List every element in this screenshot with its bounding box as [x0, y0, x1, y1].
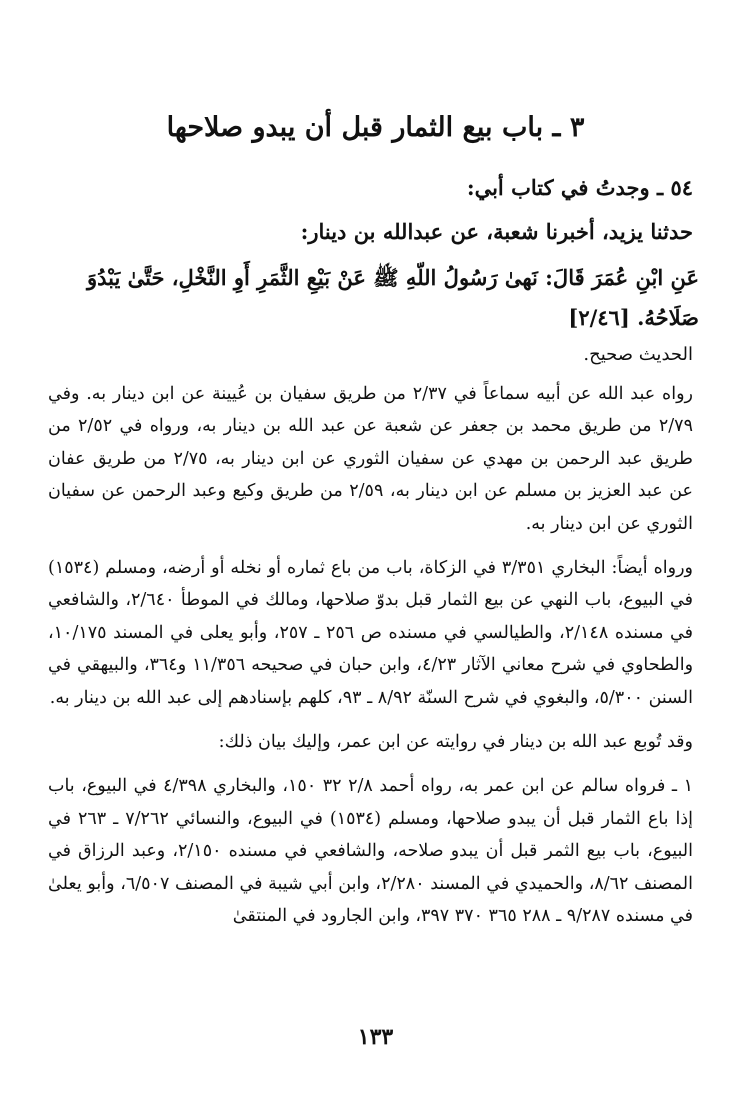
commentary-paragraph: رواه عبد الله عن أبيه سماعاً في ٢/٣٧ من طريق سفيان بن عُيينة عن ابن دينار به. وفي ٢/٧٩ من طريق محمد بن جعفر عن شعبة عن عبد الله بن دينار به، ورواه في ٢/٥٢ من طريق عبد الرحمن بن مهدي عن سفيان الثوري عن ابن دينار به، ٢/٧٥ من طريق عفان عن عبد العزيز بن مسلم عن ابن دينار به، ٢/٥٩ من طريق وكيع وعبد الرحمن عن سفيان الثوري عن ابن دينار به.: [48, 384, 693, 534]
hadith-grade: الحديث صحيح.: [583, 344, 693, 365]
page-number: ١٣٣: [357, 1024, 394, 1050]
commentary-paragraph: ورواه أيضاً: البخاري ٣/٣٥١ في الزكاة، باب من باع ثماره أو نخله أو أرضه، ومسلم (١٥٣٤) في البيوع، باب النهي عن بيع الثمار قبل بدوّ صلاحها، ومالك في الموطأ ٢/٦٤٠، والشافعي في مسنده ٢/١٤٨، والطيالسي في مسنده ص ٢٥٦ ـ ٢٥٧، وأبو يعلى في المسند ١٠/١٧٥، والطحاوي في شرح معاني الآثار ٤/٢٣، وابن حبان في صحيحه ١١/٣٥٦ و٣٦٤، والبيهقي في السنن ٥/٣٠٠، والبغوي في شرح السنّة ٨/٩٢ ـ ٩٣، كلهم بإسنادهم إلى عبد الله بن دينار به.: [48, 558, 694, 708]
commentary: [48, 378, 693, 945]
narration-line-2: حدثنا يزيد، أخبرنا شعبة، عن عبدالله بن دينار:: [300, 219, 693, 244]
commentary-paragraph: ١ ـ فرواه سالم عن ابن عمر به، رواه أحمد ٢/٨ ٣٢ ١٥٠، والبخاري ٤/٣٩٨ في البيوع، باب إذا باع الثمار قبل أن يبدو صلاحها، ومسلم (١٥٣٤) في البيوع، والنسائي ٧/٢٦٢ ـ ٢٦٣ في البيوع، باب بيع الثمر قبل أن يبدو صلاحه، والشافعي في مسنده ٢/١٥٠، وعبد الرزاق في المصنف ٨/٦٢، والحميدي في المسند ٢/٢٨٠، وابن أبي شيبة في المصنف ٦/٥٠٧، وأبو يعلىٰ في مسنده ٩/٢٨٧ ـ ٢٨٨ ٣٦٥ ٣٧٠ ٣٩٧، وابن الجارود في المنتقىٰ: [48, 776, 694, 927]
commentary-paragraph: وقد تُوبع عبد الله بن دينار في روايته عن ابن عمر، وإليك بيان ذلك:: [218, 732, 693, 753]
narration-block: [80, 168, 693, 256]
narration-line-1: ٥٤ ـ وجدتُ في كتاب أبي:: [466, 175, 693, 200]
hadith-text: عَنِ ابْنِ عُمَرَ قَالَ: نَهىٰ رَسُولُ اللّهِ ﷺ عَنْ بَيْعِ الثَّمَرِ أَوِ النَّخْلِ، حَتَّىٰ يَبْدُوَ صَلَاحُهُ. [٢/٤٦]: [86, 265, 699, 330]
chapter-heading: ٣ ـ باب بيع الثمار قبل أن يبدو صلاحها: [166, 112, 585, 143]
